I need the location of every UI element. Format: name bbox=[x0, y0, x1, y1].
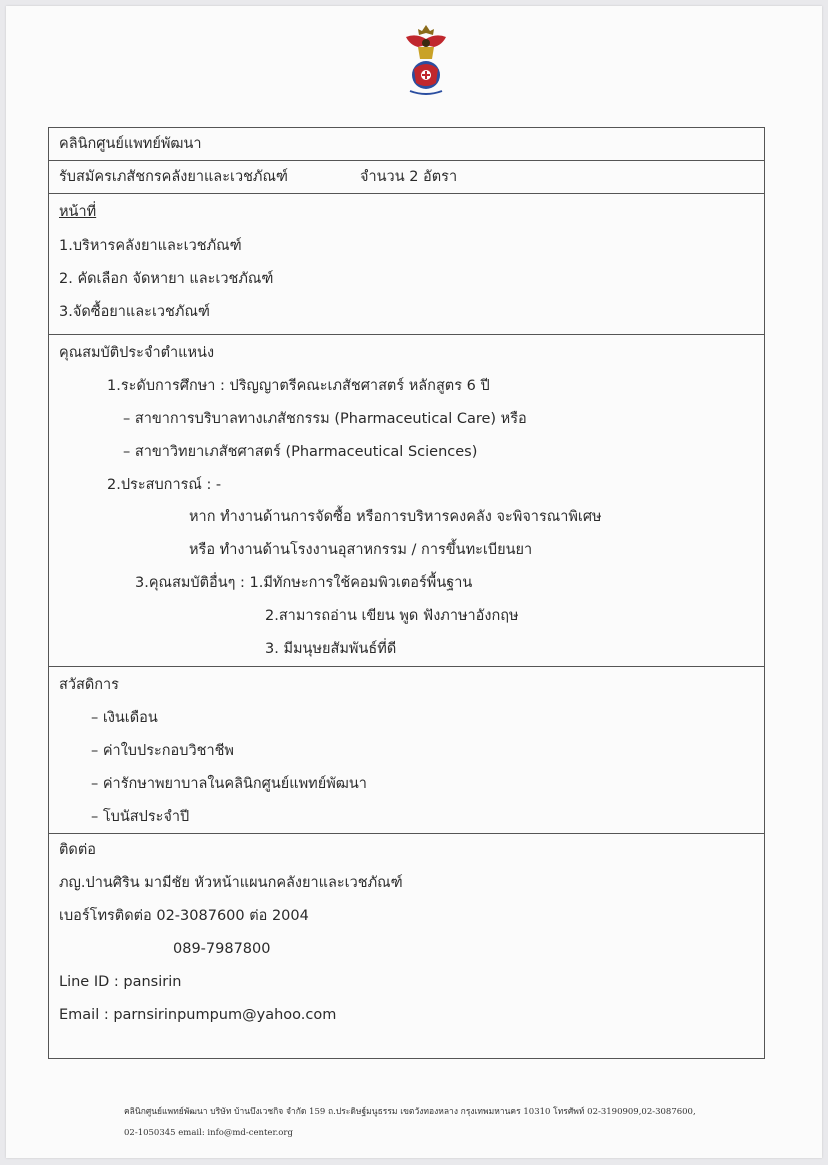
contact-mobile: 089-7987800 bbox=[173, 941, 271, 957]
other-requirement: 3.คุณสมบัติอื่นๆ : 1.มีทักษะการใช้คอมพิวเตอร์พื้นฐาน bbox=[135, 575, 473, 591]
contact-line-id: Line ID : pansirin bbox=[59, 974, 182, 990]
footer-address: คลินิกศูนย์แพทย์พัฒนา บริษัท บ้านบึงเวชกิจ จำกัด 159 ถ.ประดิษฐ์มนูธรรม เขตวังทองหลาง กรุงเทพมหานคร 10310 โทรศัพท์ 02-3190909,02-3087600, bbox=[124, 1107, 696, 1117]
welfare-item: – ค่ารักษาพยาบาลในคลินิกศูนย์แพทย์พัฒนา bbox=[91, 776, 367, 792]
garuda-logo bbox=[396, 23, 456, 99]
document-page bbox=[6, 6, 822, 1158]
duties-section bbox=[49, 194, 764, 335]
contact-section bbox=[49, 834, 764, 1058]
contact-heading: ติดต่อ bbox=[59, 842, 96, 858]
position-row bbox=[49, 161, 764, 194]
education-branch: – สาขาการบริบาลทางเภสัชกรรม (Pharmaceutical Care) หรือ bbox=[123, 411, 527, 427]
contact-email: Email : parnsirinpumpum@yahoo.com bbox=[59, 1007, 337, 1023]
clinic-name-row bbox=[49, 128, 764, 161]
welfare-item: – ค่าใบประกอบวิชาชีพ bbox=[91, 743, 234, 759]
welfare-section bbox=[49, 667, 764, 834]
position-title: รับสมัครเภสัชกรคลังยาและเวชภัณฑ์ bbox=[59, 169, 288, 185]
contact-phone: เบอร์โทรติดต่อ 02-3087600 ต่อ 2004 bbox=[59, 908, 309, 924]
duties-heading: หน้าที่ bbox=[59, 204, 97, 220]
duty-item: 1.บริหารคลังยาและเวชภัณฑ์ bbox=[59, 238, 242, 254]
qualifications-heading: คุณสมบัติประจำตำแหน่ง bbox=[59, 345, 215, 361]
position-quantity: จำนวน 2 อัตรา bbox=[360, 169, 458, 185]
experience-detail: หาก ทำงานด้านการจัดซื้อ หรือการบริหารคงคลัง จะพิจารณาพิเศษ bbox=[189, 509, 602, 525]
other-requirement-detail: 3. มีมนุษยสัมพันธ์ที่ดี bbox=[265, 641, 397, 657]
job-posting-table bbox=[48, 127, 765, 1059]
duty-item: 2. คัดเลือก จัดหายา และเวชภัณฑ์ bbox=[59, 271, 274, 287]
clinic-name: คลินิกศูนย์แพทย์พัฒนา bbox=[59, 136, 202, 152]
experience-requirement: 2.ประสบการณ์ : - bbox=[107, 477, 222, 493]
contact-person: ภญ.ปานศิริน มามีชัย หัวหน้าแผนกคลังยาและเวชภัณฑ์ bbox=[59, 875, 403, 891]
welfare-heading: สวัสดิการ bbox=[59, 677, 119, 693]
welfare-item: – เงินเดือน bbox=[91, 710, 158, 726]
education-branch: – สาขาวิทยาเภสัชศาสตร์ (Pharmaceutical Sciences) bbox=[123, 444, 478, 460]
experience-detail: หรือ ทำงานด้านโรงงานอุสาหกรรม / การขึ้นทะเบียนยา bbox=[189, 542, 533, 558]
footer-contact: 02-1050345 email: info@md-center.org bbox=[124, 1128, 293, 1138]
education-requirement: 1.ระดับการศึกษา : ปริญญาตรีคณะเภสัชศาสตร์ หลักสูตร 6 ปี bbox=[107, 378, 490, 394]
qualifications-section bbox=[49, 335, 764, 667]
other-requirement-detail: 2.สามารถอ่าน เขียน พูด ฟังภาษาอังกฤษ bbox=[265, 608, 519, 624]
welfare-item: – โบนัสประจำปี bbox=[91, 809, 190, 825]
duty-item: 3.จัดซื้อยาและเวชภัณฑ์ bbox=[59, 304, 210, 320]
